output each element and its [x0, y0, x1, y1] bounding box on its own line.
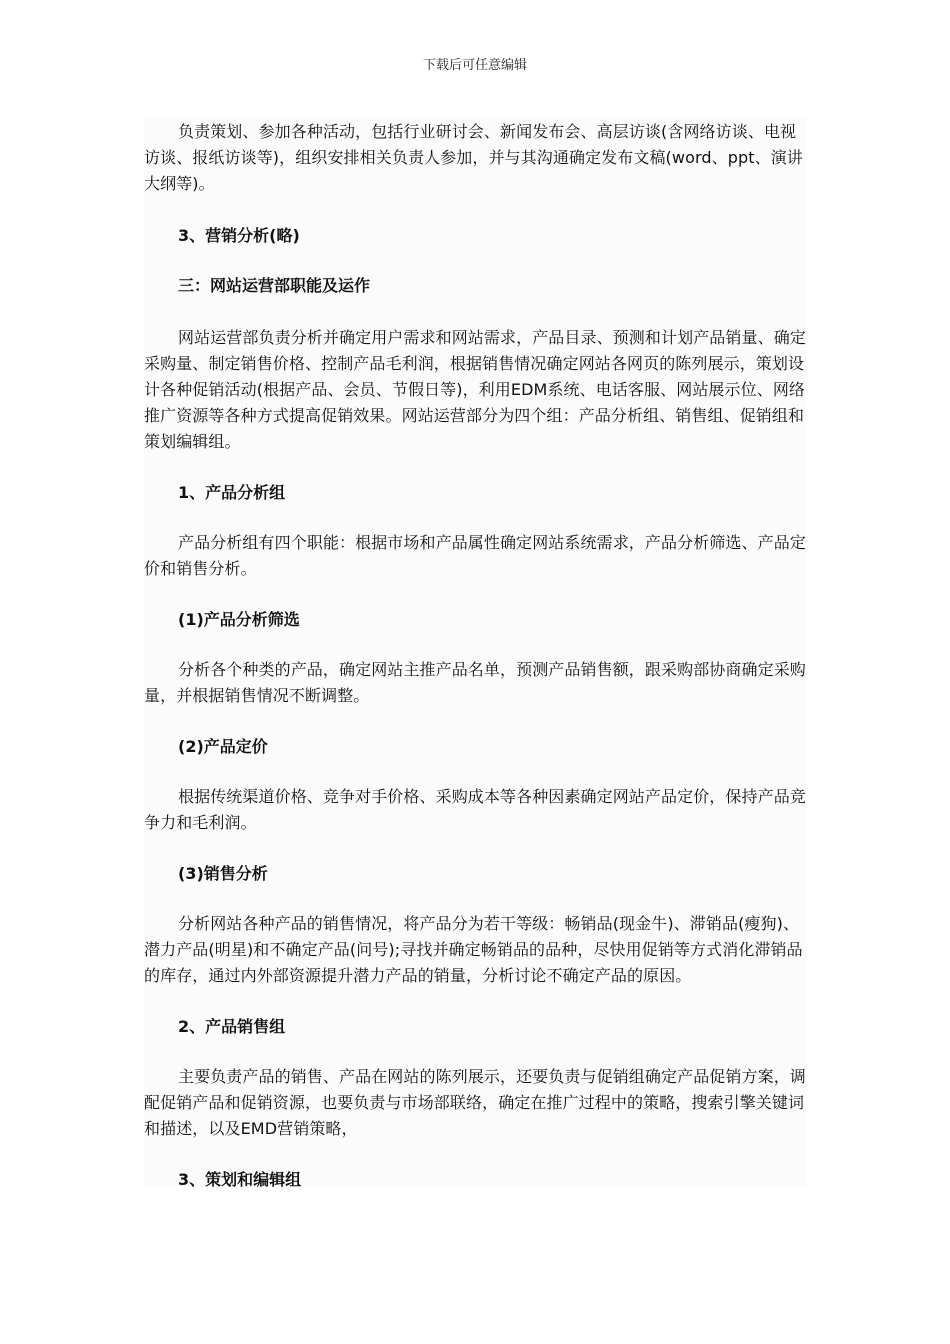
heading-planning-editing: 3、策划和编辑组 [178, 1170, 302, 1189]
heading-pricing: (2)产品定价 [178, 737, 268, 756]
document-body [144, 118, 807, 1189]
heading-sales-group: 2、产品销售组 [178, 1017, 286, 1036]
page-header: 下载后可任意编辑 [422, 58, 527, 73]
paragraph-activities: 负责策划、参加各种活动，包括行业研讨会、新闻发布会、高层访谈(含网络访谈、电视访谈、报纸访谈等)，组织安排相关负责人参加，并与其沟通确定发布文稿(word、ppt、演讲大纲等)。 [144, 122, 803, 193]
heading-sales-analysis: (3)销售分析 [178, 864, 268, 883]
paragraph-web-operations: 网站运营部负责分析并确定用户需求和网站需求，产品目录、预测和计划产品销量、确定采购量、制定销售价格、控制产品毛利润，根据销售情况确定网站各网页的陈列展示，策划设计各种促销活动(根据产品、会员、节假日等)，利用EDM系统、电话客服、网站展示位、网络推广资源等各种方式提高促销效果。网站运营部分为四个组：产品分析组、销售组、促销组和策划编辑组。 [144, 328, 806, 451]
paragraph-sales-group: 主要负责产品的销售、产品在网站的陈列展示，还要负责与促销组确定产品促销方案，调配促销产品和促销资源，也要负责与市场部联络，确定在推广过程中的策略，搜索引擎关键词和描述，以及EMD营销策略， [144, 1067, 806, 1138]
paragraph-product-screening: 分析各个种类的产品，确定网站主推产品名单，预测产品销售额，跟采购部协商确定采购量，并根据销售情况不断调整。 [144, 660, 806, 705]
heading-product-analysis: 1、产品分析组 [178, 483, 286, 502]
paragraph-sales-analysis: 分析网站各种产品的销售情况，将产品分为若干等级：畅销品(现金牛)、滞销品(瘦狗)、潜力产品(明星)和不确定产品(问号);寻找并确定畅销品的品种，尽快用促销等方式消化滞销品的库存，通过内外部资源提升潜力产品的销量，分析讨论不确定产品的原因。 [144, 914, 803, 985]
heading-marketing-analysis: 3、营销分析(略) [178, 226, 300, 245]
heading-product-screening: (1)产品分析筛选 [178, 610, 300, 629]
paragraph-product-analysis: 产品分析组有四个职能：根据市场和产品属性确定网站系统需求，产品分析筛选、产品定价和销售分析。 [144, 533, 806, 578]
paragraph-pricing: 根据传统渠道价格、竞争对手价格、采购成本等各种因素确定网站产品定价，保持产品竞争力和毛利润。 [144, 787, 806, 832]
heading-web-operations: 三：网站运营部职能及运作 [178, 276, 371, 295]
